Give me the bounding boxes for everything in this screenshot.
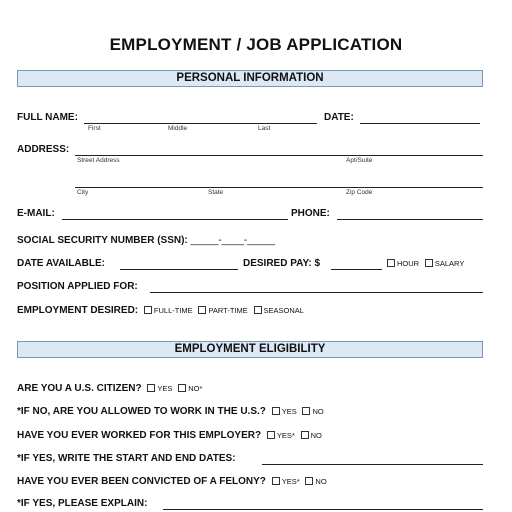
city-caption: City [77, 189, 89, 196]
citizen-yes-label: YES [157, 383, 173, 393]
desired-pay-label: DESIRED PAY: $ [243, 258, 321, 269]
ssn-field[interactable]: _____-____-_____ [190, 235, 276, 246]
felony-yes-checkbox[interactable] [272, 477, 280, 485]
start-end-dates-field[interactable] [262, 464, 483, 465]
felony-no-checkbox[interactable] [305, 477, 313, 485]
salary-option-label: SALARY [434, 258, 465, 268]
ssn-row [17, 235, 275, 246]
work-authorization-row [17, 406, 324, 417]
phone-label: PHONE: [291, 208, 330, 219]
authorized-yes-label: YES [281, 406, 297, 416]
citizen-question-row [17, 383, 202, 394]
hour-checkbox[interactable] [387, 259, 395, 267]
position-applied-field[interactable] [150, 292, 483, 293]
ssn-label: SOCIAL SECURITY NUMBER (SSN): [17, 235, 188, 246]
seasonal-checkbox[interactable] [254, 306, 262, 314]
authorized-no-label: NO [312, 406, 324, 416]
seasonal-label: SEASONAL [263, 305, 304, 315]
position-applied-label: POSITION APPLIED FOR: [17, 281, 138, 292]
employment-desired-row [17, 305, 304, 316]
part-time-label: PART-TIME [208, 305, 248, 315]
full-name-field[interactable] [84, 123, 317, 124]
full-time-label: FULL-TIME [153, 305, 193, 315]
first-name-caption: First [88, 125, 101, 132]
salary-checkbox[interactable] [425, 259, 433, 267]
worked-before-no-label: NO [310, 430, 322, 440]
date-label: DATE: [324, 112, 354, 123]
desired-pay-field[interactable] [331, 269, 382, 270]
street-address-field[interactable] [75, 155, 483, 156]
authorized-yes-checkbox[interactable] [272, 407, 280, 415]
part-time-checkbox[interactable] [198, 306, 206, 314]
apt-suite-caption: Apt/Suite [346, 157, 373, 164]
date-available-field[interactable] [120, 269, 238, 270]
worked-before-no-checkbox[interactable] [301, 431, 309, 439]
employment-desired-label: EMPLOYMENT DESIRED: [17, 305, 139, 316]
hour-option-label: HOUR [397, 258, 420, 268]
worked-before-question: HAVE YOU EVER WORKED FOR THIS EMPLOYER? [17, 430, 262, 441]
street-address-caption: Street Address [77, 157, 120, 164]
felony-question-row [17, 476, 327, 487]
employment-eligibility-header: EMPLOYMENT ELIGIBILITY [17, 341, 483, 358]
email-label: E-MAIL: [17, 208, 55, 219]
authorized-no-checkbox[interactable] [302, 407, 310, 415]
middle-name-caption: Middle [168, 125, 188, 132]
worked-before-yes-label: YES* [276, 430, 295, 440]
start-end-dates-label: *IF YES, WRITE THE START AND END DATES: [17, 453, 236, 464]
felony-explain-label: *IF YES, PLEASE EXPLAIN: [17, 498, 148, 509]
phone-field[interactable] [337, 219, 483, 220]
last-name-caption: Last [258, 125, 271, 132]
work-authorization-question: *IF NO, ARE YOU ALLOWED TO WORK IN THE U.S.? [17, 406, 266, 417]
form-title: EMPLOYMENT / JOB APPLICATION [109, 35, 403, 54]
email-field[interactable] [62, 219, 288, 220]
felony-no-label: NO [315, 476, 327, 486]
zip-code-caption: Zip Code [346, 189, 373, 196]
citizen-no-checkbox[interactable] [178, 384, 186, 392]
felony-yes-label: YES* [281, 476, 300, 486]
citizen-yes-checkbox[interactable] [147, 384, 155, 392]
full-name-label: FULL NAME: [17, 112, 78, 123]
address-label: ADDRESS: [17, 144, 70, 155]
city-state-zip-field[interactable] [75, 187, 483, 188]
date-available-label: DATE AVAILABLE: [17, 258, 105, 269]
worked-before-row [17, 430, 322, 441]
felony-question: HAVE YOU EVER BEEN CONVICTED OF A FELONY? [17, 476, 266, 487]
citizen-no-label: NO* [188, 383, 203, 393]
full-time-checkbox[interactable] [144, 306, 152, 314]
felony-explain-field[interactable] [163, 509, 483, 510]
pay-type-options [384, 258, 464, 269]
worked-before-yes-checkbox[interactable] [267, 431, 275, 439]
state-caption: State [208, 189, 224, 196]
citizen-question: ARE YOU A U.S. CITIZEN? [17, 383, 142, 394]
personal-information-header: PERSONAL INFORMATION [17, 70, 483, 87]
date-field[interactable] [360, 123, 480, 124]
